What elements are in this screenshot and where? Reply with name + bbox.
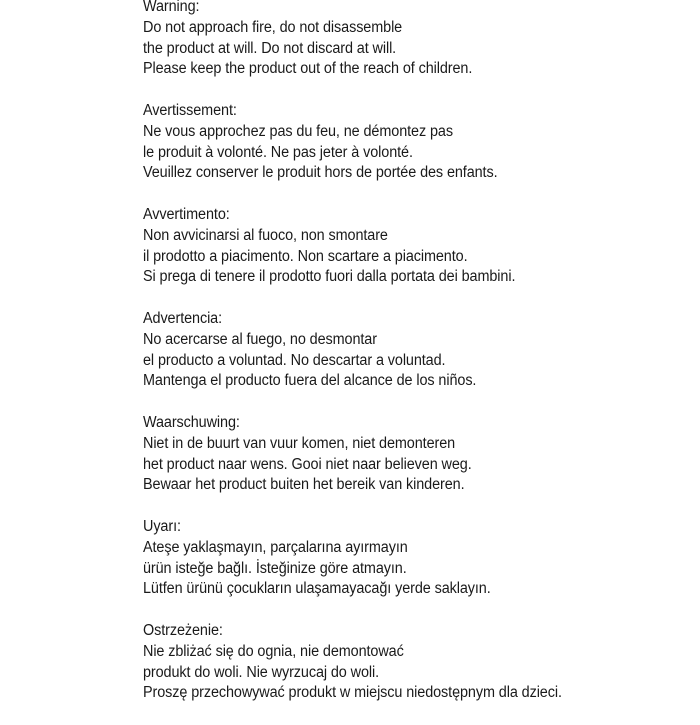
section-line: Bewaar het product buiten het bereik van kinderen. [143,476,465,494]
section-line: Please keep the product out of the reach of children. [143,60,473,78]
section-heading: Warning: [143,0,200,15]
section-heading: Waarschuwing: [143,413,240,431]
section-line: the product at will. Do not discard at will. [143,39,397,57]
warning-section-turkish [143,517,655,600]
section-line: Niet in de buurt van vuur komen, niet demonteren [143,434,456,452]
section-line: Ne vous approchez pas du feu, ne démontez pas [143,122,453,140]
section-line: No acercarse al fuego, no desmontar [143,330,377,348]
warning-section-english [143,0,655,80]
section-line: Lütfen ürünü çocukların ulaşamayacağı yerde saklayın. [143,580,491,598]
warning-section-spanish [143,309,655,392]
section-heading: Avvertimento: [143,205,230,223]
section-line: el producto a voluntad. No descartar a voluntad. [143,351,446,369]
warning-section-dutch [143,413,655,496]
section-heading: Uyarı: [143,517,181,535]
warning-document [143,0,655,725]
section-line: Do not approach fire, do not disassemble [143,18,403,36]
section-line: het product naar wens. Gooi niet naar believen weg. [143,455,472,473]
warning-section-polish [143,621,655,704]
section-heading: Ostrzeżenie: [143,621,223,639]
section-line: ürün isteğe bağlı. İsteğinize göre atmayın. [143,559,407,577]
section-line: le produit à volonté. Ne pas jeter à volonté. [143,143,413,161]
section-line: produkt do woli. Nie wyrzucaj do woli. [143,663,380,681]
section-line: Veuillez conserver le produit hors de portée des enfants. [143,164,498,182]
section-line: il prodotto a piacimento. Non scartare a piacimento. [143,247,468,265]
warning-section-italian [143,205,655,288]
section-line: Non avvicinarsi al fuoco, non smontare [143,226,388,244]
section-heading: Advertencia: [143,309,223,327]
warning-section-french [143,101,655,184]
section-line: Ateşe yaklaşmayın, parçalarına ayırmayın [143,538,408,556]
section-line: Si prega di tenere il prodotto fuori dalla portata dei bambini. [143,268,516,286]
section-heading: Avertissement: [143,101,237,119]
section-line: Nie zbliżać się do ognia, nie demontować [143,642,404,660]
section-line: Mantenga el producto fuera del alcance de los niños. [143,372,477,390]
section-line: Proszę przechowywać produkt w miejscu niedostępnym dla dzieci. [143,684,562,702]
